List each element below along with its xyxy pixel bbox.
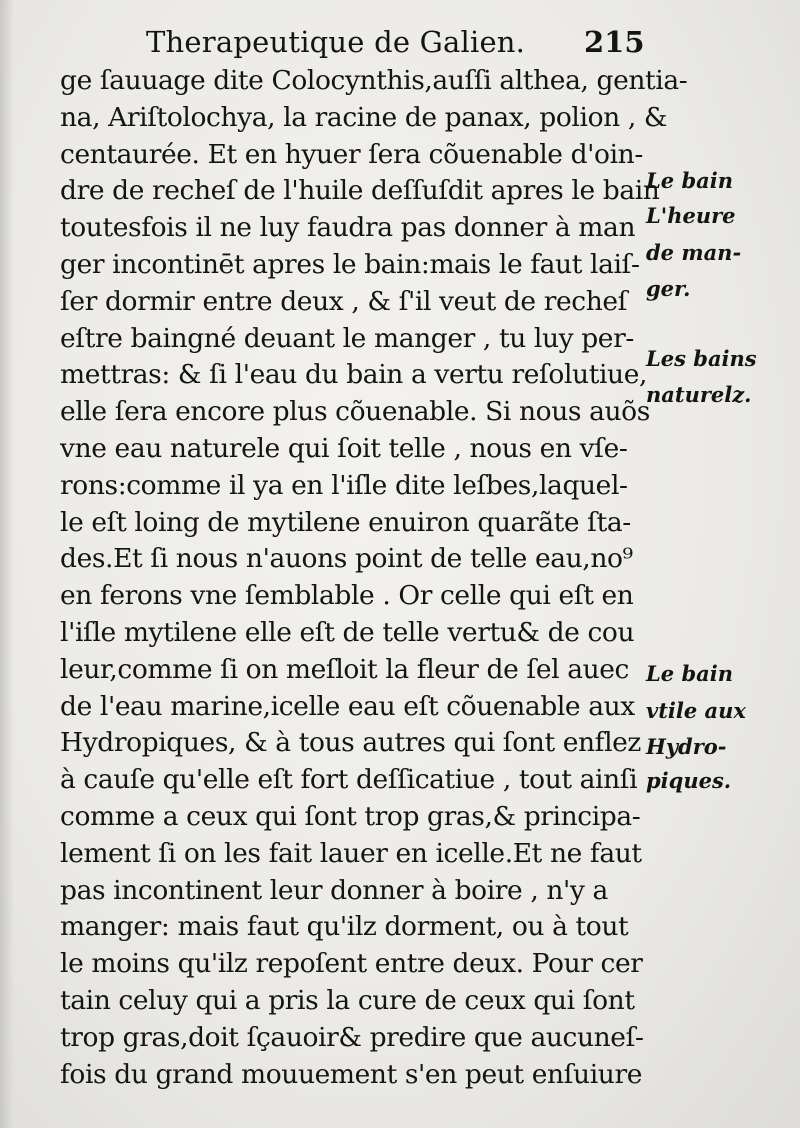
text-line: à cauſe qu'elle eſt fort deſſicatiue , tout ainſi xyxy=(60,764,638,796)
marginal-note: de man- xyxy=(646,240,742,265)
text-line: eſtre baingné deuant le manger , tu luy per- xyxy=(60,322,634,354)
page-header xyxy=(0,22,800,62)
body-text xyxy=(60,63,688,1093)
text-line: l'iſle mytilene elle eſt de telle vertu& de cou xyxy=(60,616,635,648)
text-line: trop gras,doit ſçauoir& predire que aucuneſ- xyxy=(60,1021,644,1053)
text-line: le moins qu'ilz repoſent entre deux. Pour cer xyxy=(60,948,643,980)
marginal-note: naturelz. xyxy=(646,382,752,407)
text-line: pas incontinent leur donner à boire , n'y a xyxy=(60,874,608,906)
text-line: ſer dormir entre deux , & ſ'il veut de recheſ xyxy=(60,285,628,317)
text-line: ge ſauuage dite Colocynthis,auſſi althea, gentia- xyxy=(60,65,688,96)
page-gutter-shadow xyxy=(0,0,14,1128)
text-line: leur,comme ſi on meſloit la fleur de ſel auec xyxy=(60,653,629,685)
text-line: lement ſi on les fait lauer en icelle.Et ne faut xyxy=(60,837,642,869)
marginal-note: vtile aux xyxy=(646,698,746,723)
text-line: tain celuy qui a pris la cure de ceux qui ſont xyxy=(60,984,635,1016)
text-line: en ferons vne ſemblable . Or celle qui eſt en xyxy=(60,580,634,612)
page-number: 215 xyxy=(584,25,645,59)
text-line: de l'eau marine,icelle eau eſt cõuenable aux xyxy=(60,690,635,722)
text-line: des.Et ſi nous n'auons point de telle eau,no⁹ xyxy=(60,543,633,575)
marginal-note: Hydro- xyxy=(646,734,727,759)
text-line: mettras: & ſi l'eau du bain a vertu reſolutiue, xyxy=(60,359,647,391)
marginal-note: piques. xyxy=(646,768,732,793)
running-title: Therapeutique de Galien. xyxy=(146,25,526,59)
text-line: ger incontinēt apres le bain:mais le faut laiſ- xyxy=(60,248,640,280)
text-line: fois du grand mouuement s'en peut enſuiure xyxy=(60,1058,643,1090)
marginal-note: Le bain xyxy=(646,168,733,193)
text-line: le eſt loing de mytilene enuiron quarãte ſta- xyxy=(60,506,631,538)
text-line: rons:comme il ya en l'iſle dite leſbes,laquel- xyxy=(60,469,628,501)
text-line: na, Ariſtolochya, la racine de panax, polion , & xyxy=(60,101,668,133)
marginal-note: Les bains xyxy=(646,346,757,371)
text-line: centaurée. Et en hyuer ſera cõuenable d'oin- xyxy=(60,138,643,170)
text-line: dre de recheſ de l'huile deſſuſdit apres le bain xyxy=(60,175,660,207)
text-line: toutesfois il ne luy faudra pas donner à man xyxy=(60,212,636,244)
text-line: Hydropiques, & à tous autres qui ſont enflez xyxy=(60,727,641,759)
text-line: vne eau naturele qui ſoit telle , nous en vſe- xyxy=(60,432,628,464)
text-line: elle ſera encore plus cõuenable. Si nous auõs xyxy=(60,396,650,428)
marginal-note: ger. xyxy=(646,276,691,301)
text-line: manger: mais faut qu'ilz dorment, ou à tout xyxy=(60,911,629,943)
text-line: comme a ceux qui ſont trop gras,& principa- xyxy=(60,800,641,832)
marginal-note: Le bain xyxy=(646,661,733,686)
marginal-note: L'heure xyxy=(646,203,736,228)
